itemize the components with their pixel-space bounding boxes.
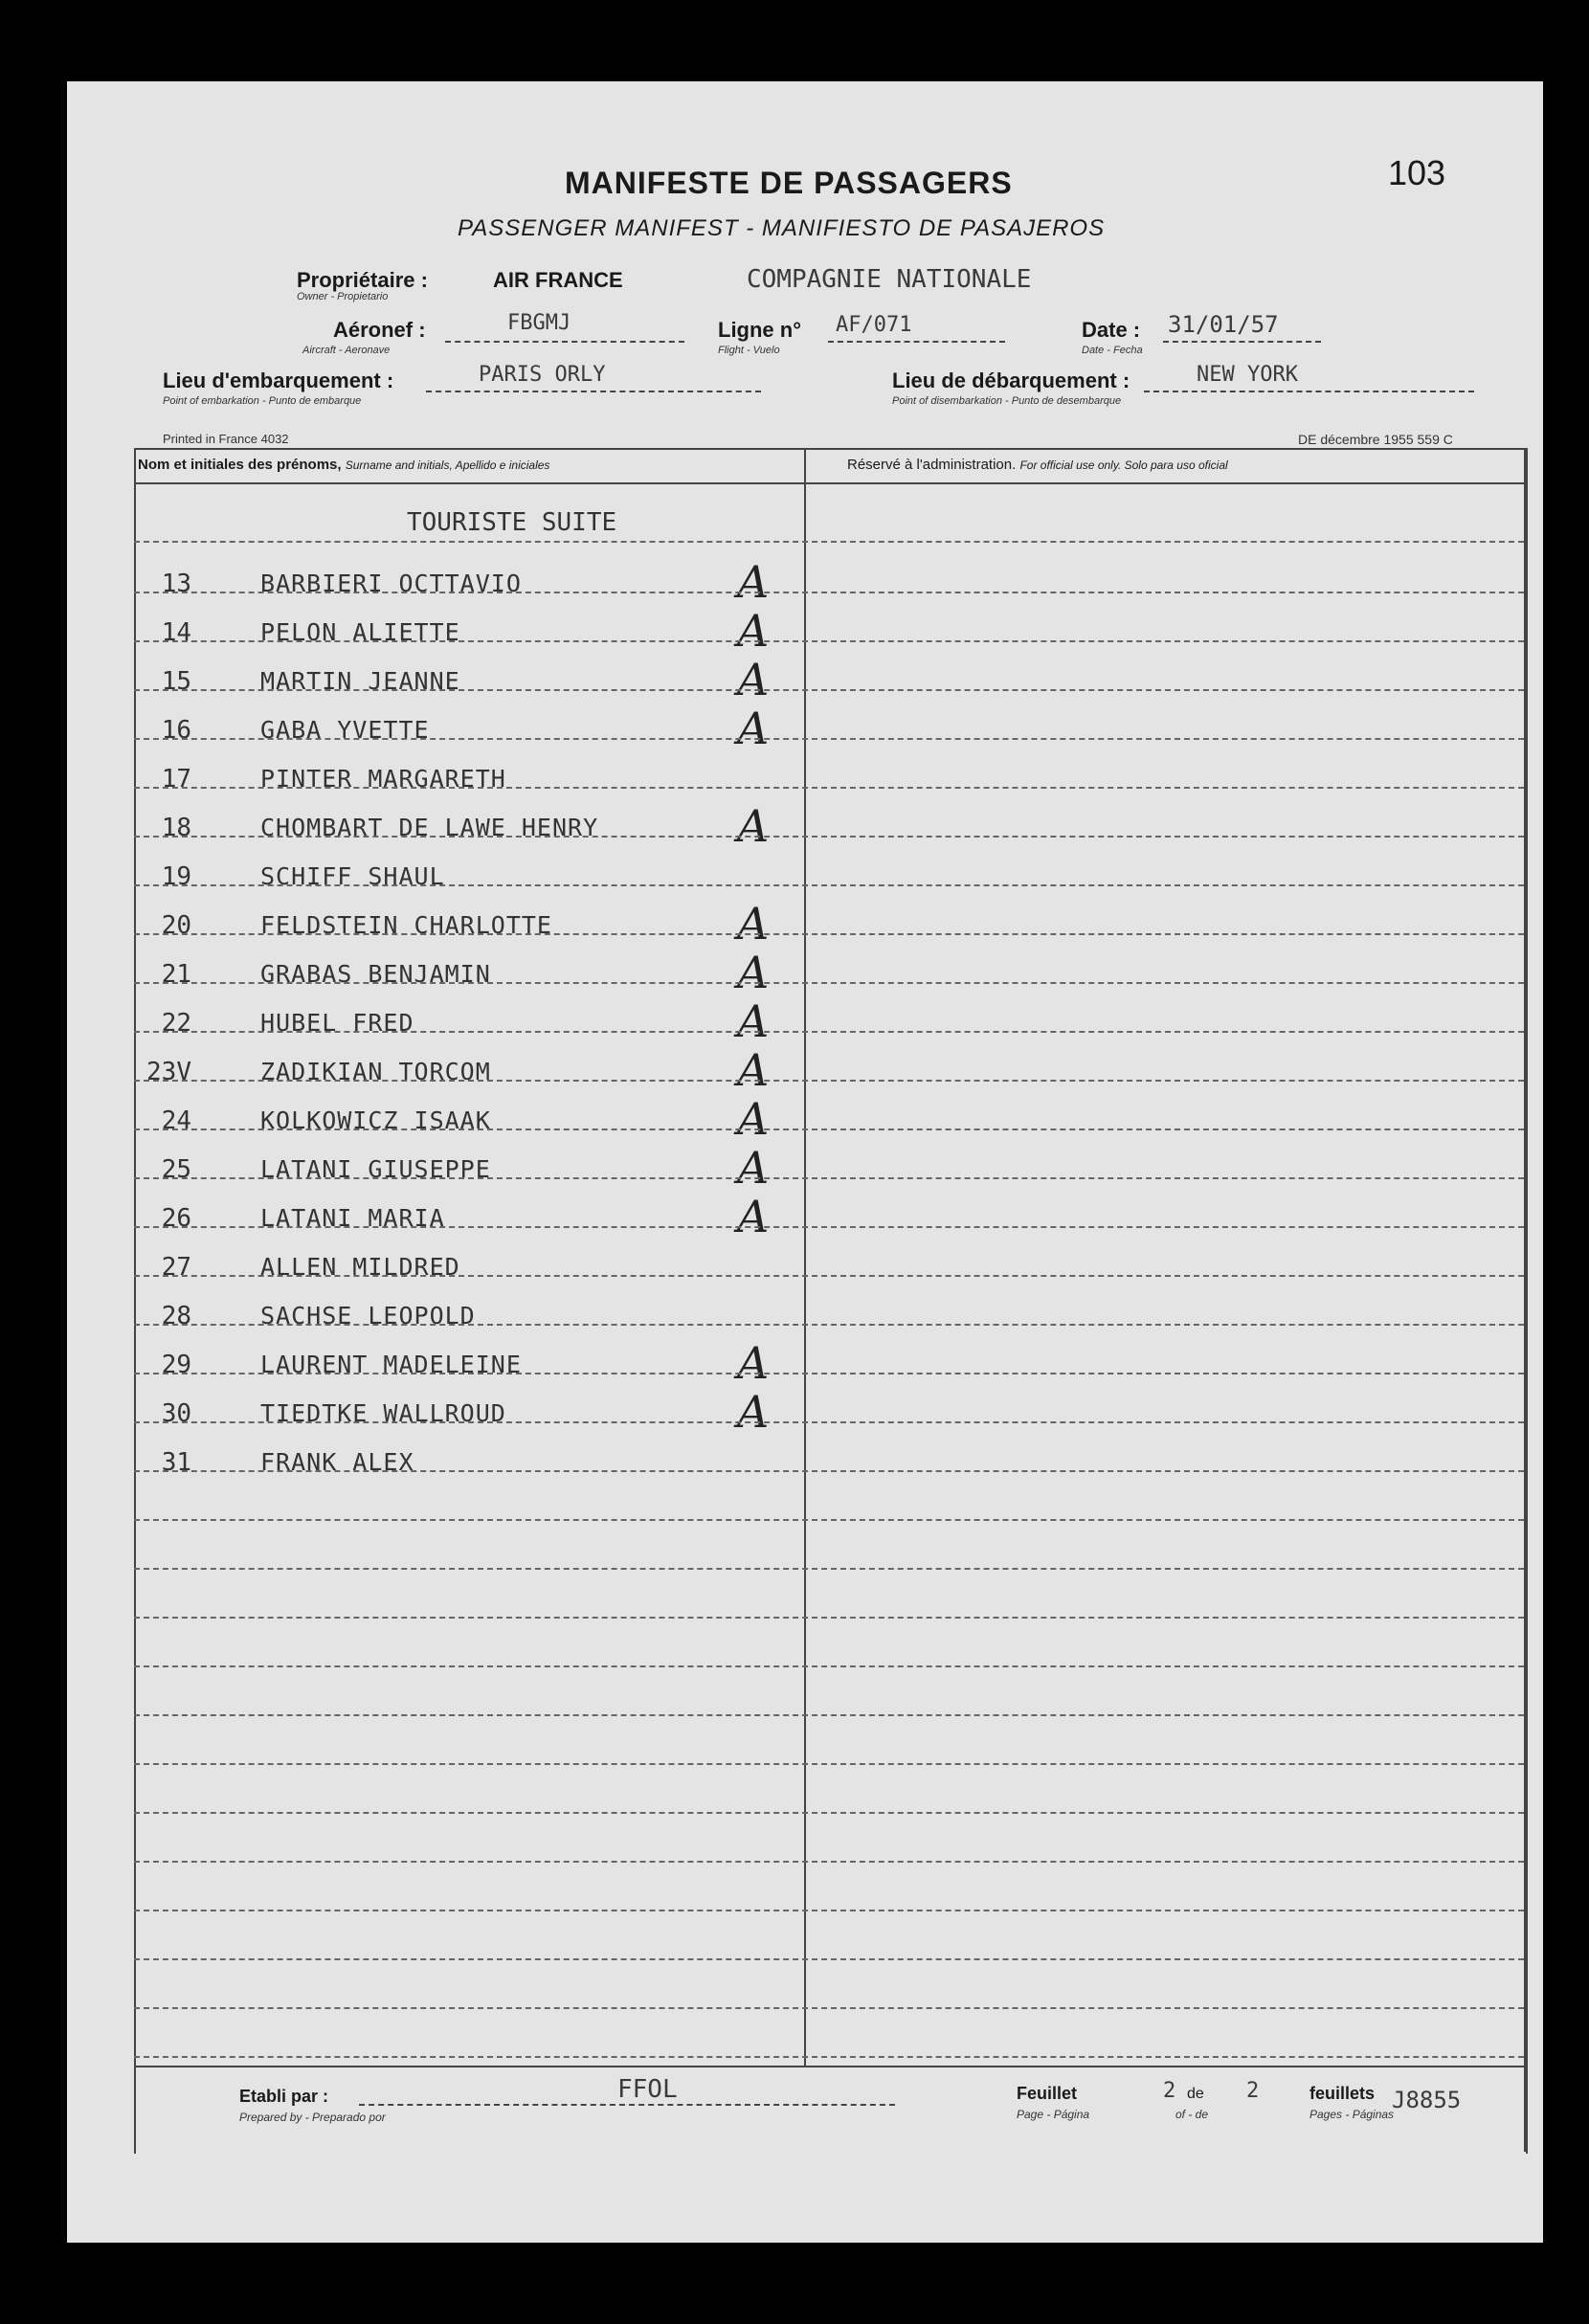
passenger-mark: A xyxy=(737,556,770,608)
passenger-number: 16 xyxy=(161,716,191,745)
passenger-number: 31 xyxy=(161,1448,191,1477)
ruled-line xyxy=(134,933,1524,935)
ruled-line xyxy=(134,1128,1524,1130)
ruled-line xyxy=(134,1373,1524,1374)
ruled-line xyxy=(134,1861,1524,1863)
ruled-line xyxy=(134,787,1524,789)
passenger-number: 29 xyxy=(161,1351,191,1379)
passenger-number: 27 xyxy=(161,1253,191,1282)
aircraft-value: FBGMJ xyxy=(507,311,571,335)
passenger-number: 15 xyxy=(161,667,191,696)
disembarkation-label: Lieu de débarquement : xyxy=(892,369,1130,392)
ruled-line xyxy=(134,2007,1524,2009)
manifest-table xyxy=(134,448,1528,2154)
embarkation-label: Lieu d'embarquement : xyxy=(163,369,394,392)
passenger-mark: A xyxy=(737,947,770,998)
ruled-line xyxy=(134,1665,1524,1667)
prepared-value: FFOL xyxy=(617,2075,678,2104)
passenger-number: 14 xyxy=(161,618,191,647)
passenger-number: 23V xyxy=(146,1058,191,1086)
ruled-line xyxy=(134,982,1524,984)
printed-note: Printed in France 4032 xyxy=(163,432,289,446)
ruled-line xyxy=(134,2056,1524,2058)
passenger-number: 13 xyxy=(161,570,191,598)
owner-value: AIR FRANCE xyxy=(493,268,623,292)
passenger-name: KOLKOWICZ ISAAK xyxy=(260,1106,491,1134)
passenger-mark: A xyxy=(737,1386,770,1438)
passenger-mark: A xyxy=(737,1191,770,1242)
passenger-number: 22 xyxy=(161,1009,191,1038)
date-sublabel: Date - Fecha xyxy=(1082,345,1143,356)
page-number: 103 xyxy=(1388,153,1446,192)
passenger-name: LATANI GIUSEPPE xyxy=(260,1155,491,1183)
ruled-line xyxy=(134,1519,1524,1521)
sheet-of-sublabel: of - de xyxy=(1175,2108,1209,2121)
ruled-line xyxy=(134,1226,1524,1228)
embarkation-sublabel: Point of embarkation - Punto de embarque xyxy=(163,395,362,407)
passenger-mark: A xyxy=(737,605,770,657)
embarkation-value: PARIS ORLY xyxy=(479,363,606,387)
ruled-line xyxy=(134,1910,1524,1911)
passenger-name: GABA YVETTE xyxy=(260,716,430,744)
passenger-mark: A xyxy=(737,1337,770,1389)
passenger-number: 25 xyxy=(161,1155,191,1184)
prepared-label: Etabli par : xyxy=(239,2087,329,2106)
ruled-line xyxy=(134,1763,1524,1765)
flight-value: AF/071 xyxy=(836,313,912,337)
sheets-sublabel: Pages - Páginas xyxy=(1309,2108,1395,2121)
col-header-name: Nom et initiales des prénoms, Surname and initials, Apellido e iniciales xyxy=(138,457,550,473)
passenger-name: SACHSE LEOPOLD xyxy=(260,1302,476,1330)
passenger-name: CHOMBART DE LAWE HENRY xyxy=(260,814,599,841)
ruled-line xyxy=(134,689,1524,691)
stamp-number: J8855 xyxy=(1392,2087,1462,2113)
aircraft-sublabel: Aircraft - Aeronave xyxy=(302,345,391,356)
ruled-line xyxy=(134,1812,1524,1814)
ruled-line xyxy=(134,1177,1524,1179)
passenger-name: ZADIKIAN TORCOM xyxy=(260,1058,491,1085)
ruled-line xyxy=(134,1568,1524,1570)
owner-label: Propriétaire : xyxy=(297,268,428,292)
passenger-mark: A xyxy=(737,800,770,852)
ruled-line xyxy=(134,1080,1524,1082)
sheet-sublabel: Page - Página xyxy=(1017,2108,1090,2121)
passenger-number: 17 xyxy=(161,765,191,793)
passenger-number: 20 xyxy=(161,911,191,940)
disembarkation-value: NEW YORK xyxy=(1197,363,1298,387)
passenger-number: 26 xyxy=(161,1204,191,1233)
passenger-name: HUBEL FRED xyxy=(260,1009,414,1037)
passenger-mark: A xyxy=(737,654,770,705)
page-title: MANIFESTE DE PASSAGERS xyxy=(565,166,1013,200)
sheet-of-label: de xyxy=(1187,2086,1204,2102)
aircraft-label: Aéronef : xyxy=(333,318,426,342)
passenger-number: 28 xyxy=(161,1302,191,1330)
ruled-line xyxy=(134,1714,1524,1716)
ruled-line xyxy=(134,592,1524,593)
ruled-line xyxy=(134,1031,1524,1033)
passenger-number: 18 xyxy=(161,814,191,842)
ruled-line xyxy=(134,738,1524,740)
ruled-line xyxy=(134,1324,1524,1326)
ruled-line xyxy=(134,1421,1524,1423)
owner-sublabel: Owner - Propietario xyxy=(297,291,389,302)
page-subtitle: PASSENGER MANIFEST - MANIFIESTO DE PASAJEROS xyxy=(458,215,1106,241)
passenger-name: FRANK ALEX xyxy=(260,1448,414,1476)
sheets-label: feuillets xyxy=(1309,2084,1376,2103)
prepared-sublabel: Prepared by - Preparado por xyxy=(239,2111,386,2124)
passenger-name: FELDSTEIN CHARLOTTE xyxy=(260,911,552,939)
flight-label: Ligne n° xyxy=(718,318,802,342)
passenger-name: SCHIFF SHAUL xyxy=(260,862,445,890)
passenger-name: BARBIERI OCTTAVIO xyxy=(260,570,522,597)
sheet-label: Feuillet xyxy=(1017,2084,1078,2103)
ruled-line xyxy=(134,884,1524,886)
passenger-name: GRABAS BENJAMIN xyxy=(260,960,491,988)
sheet-value: 2 xyxy=(1163,2079,1176,2103)
flight-sublabel: Flight - Vuelo xyxy=(718,345,780,356)
passenger-name: PELON ALIETTE xyxy=(260,618,460,646)
passenger-name: LATANI MARIA xyxy=(260,1204,445,1232)
date-value: 31/01/57 xyxy=(1168,311,1279,338)
passenger-number: 30 xyxy=(161,1399,191,1428)
passenger-number: 24 xyxy=(161,1106,191,1135)
passenger-mark: A xyxy=(737,995,770,1047)
passenger-number: 21 xyxy=(161,960,191,989)
ruled-line xyxy=(134,640,1524,642)
col-header-admin: Réservé à l'administration. For official use only. Solo para uso oficial xyxy=(847,457,1228,473)
passenger-mark: A xyxy=(737,1093,770,1145)
ruled-line xyxy=(134,1275,1524,1277)
sheet-total: 2 xyxy=(1246,2079,1260,2103)
ruled-line xyxy=(134,836,1524,838)
passenger-name: ALLEN MILDRED xyxy=(260,1253,460,1281)
ruled-line xyxy=(134,1958,1524,1960)
date-label: Date : xyxy=(1082,318,1141,342)
form-code: DE décembre 1955 559 C xyxy=(1298,432,1453,447)
passenger-mark: A xyxy=(737,703,770,754)
ruled-line xyxy=(134,1470,1524,1472)
passenger-mark: A xyxy=(737,1044,770,1096)
ruled-line xyxy=(134,1617,1524,1619)
passenger-mark: A xyxy=(737,1142,770,1194)
disembarkation-sublabel: Point of disembarkation - Punto de desembarque xyxy=(892,395,1122,407)
passenger-mark: A xyxy=(737,898,770,950)
section-heading: TOURISTE SUITE xyxy=(407,508,617,537)
passenger-name: LAURENT MADELEINE xyxy=(260,1351,522,1378)
passenger-number: 19 xyxy=(161,862,191,891)
passenger-name: TIEDTKE WALLROUD xyxy=(260,1399,506,1427)
passenger-name: PINTER MARGARETH xyxy=(260,765,506,793)
passenger-name: MARTIN JEANNE xyxy=(260,667,460,695)
manifest-sheet xyxy=(67,81,1543,2243)
owner-value-typed: COMPAGNIE NATIONALE xyxy=(747,265,1032,294)
